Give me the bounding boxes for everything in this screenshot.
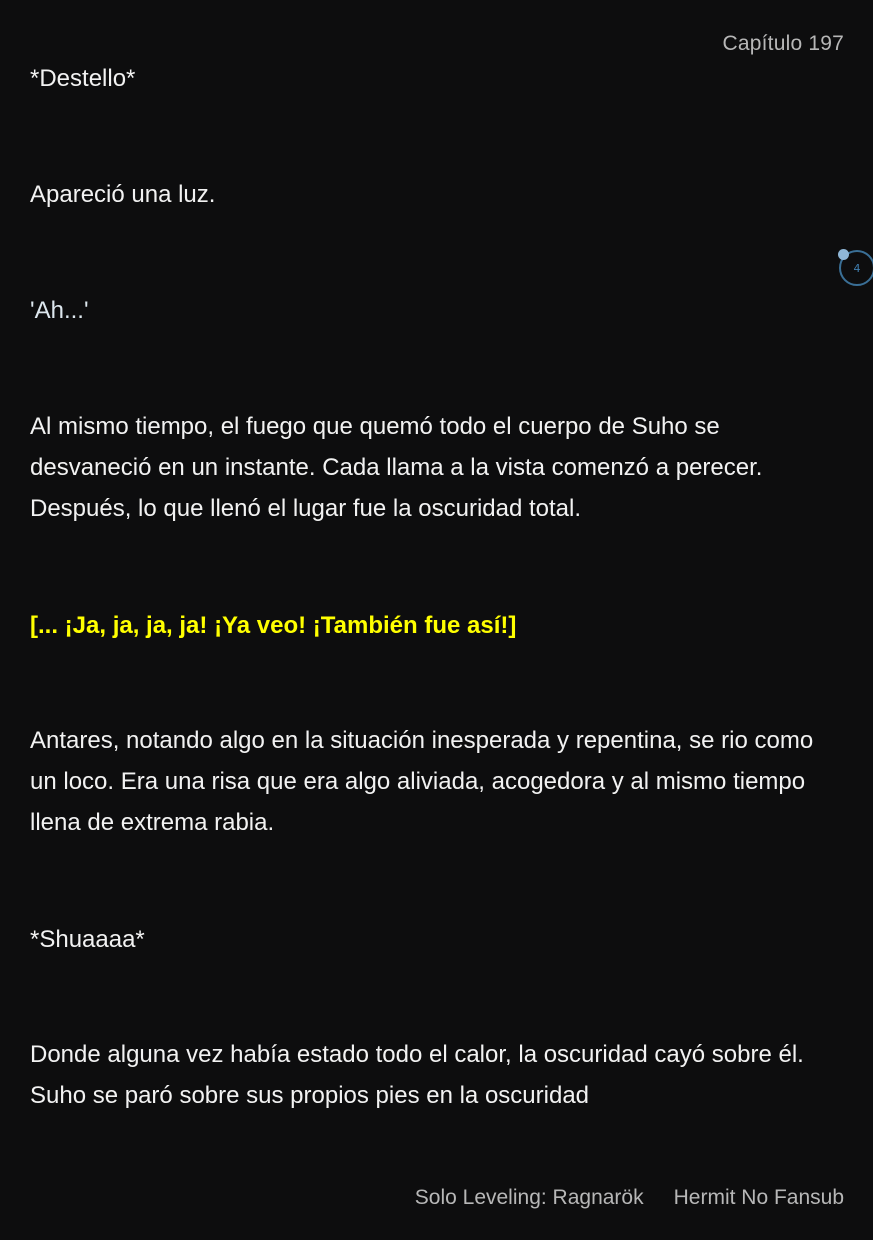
translator-name: Hermit No Fansub [673,1186,844,1209]
paragraph: Donde alguna vez había estado todo el calor, la oscuridad cayó sobre él. Suho se paró sobre sus propios pies en la oscuridad [30,1041,804,1109]
paragraph-sound-effect: *Destello* [30,65,136,92]
paragraph-thought: 'Ah...' [30,297,89,324]
comment-indicator-dot [838,249,849,260]
comment-count-button[interactable] [839,250,873,286]
paragraph: Al mismo tiempo, el fuego que quemó todo el cuerpo de Suho se desvaneció en un instante. Cada llama a la vista comenzó a perecer. Después, lo que llenó el lugar fue la oscuridad total. [30,413,763,522]
paragraph-sound-effect: *Shuaaaa* [30,926,145,953]
comment-count: 4 [853,261,861,275]
paragraph: Apareció una luz. [30,181,216,208]
novel-title: Solo Leveling: Ragnarök [414,1186,644,1209]
footer [415,1186,844,1210]
chapter-title: Capítulo 197 [722,32,844,55]
paragraph-system-message: [... ¡Ja, ja, ja, ja! ¡Ya veo! ¡También fue así!] [30,612,517,639]
paragraph: Antares, notando algo en la situación inesperada y repentina, se rio como un loco. Era una risa que era algo aliviada, acogedora y al mismo tiempo llena de extrema rabia. [30,727,814,836]
